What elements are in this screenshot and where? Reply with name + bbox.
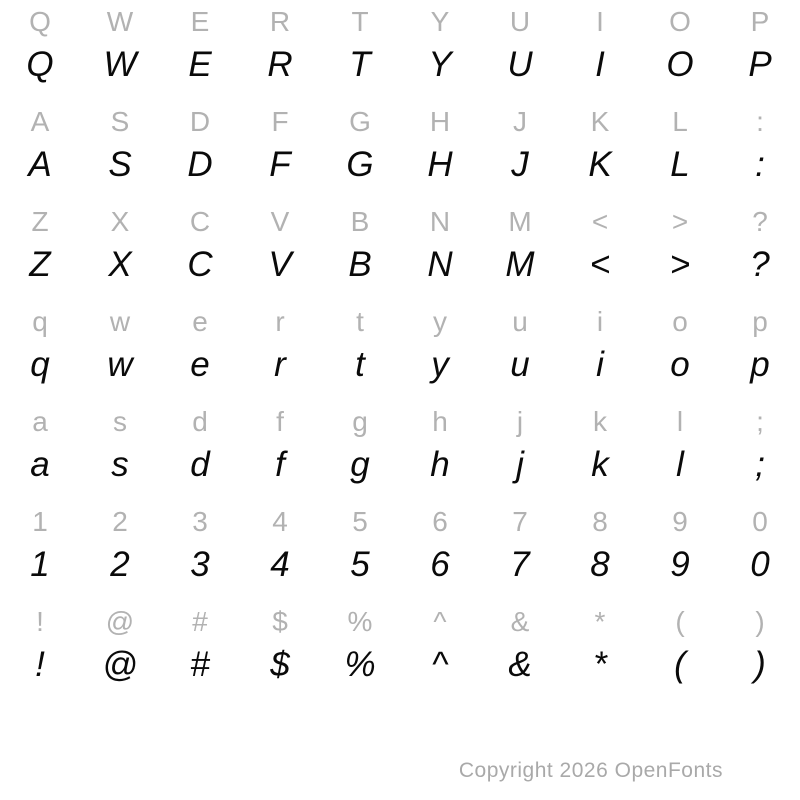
glyph-cell: B <box>350 206 370 237</box>
glyph-cell: L <box>670 145 690 184</box>
glyph-cell: W <box>103 45 137 84</box>
glyph-cell: t <box>355 345 365 384</box>
glyph-cell: T <box>351 6 369 37</box>
preview-glyph-row <box>0 240 800 290</box>
glyph-cell: 5 <box>352 506 368 537</box>
reference-glyph-row <box>0 102 800 142</box>
glyph-cell: ^ <box>433 606 447 637</box>
glyph-pair-row-1 <box>0 100 800 200</box>
glyph-pair-row-0 <box>0 0 800 100</box>
glyph-cell: Y <box>428 45 452 84</box>
glyph-pair-row-5 <box>0 500 800 600</box>
glyph-cell: M <box>508 206 532 237</box>
glyph-cell: ! <box>35 645 45 684</box>
glyph-cell: i <box>596 306 604 337</box>
glyph-cell: y <box>433 306 447 337</box>
glyph-cell: ; <box>756 406 764 437</box>
glyph-cell: r <box>274 345 286 384</box>
glyph-cell: r <box>275 306 285 337</box>
preview-glyph-row <box>0 440 800 490</box>
glyph-cell: y <box>431 345 449 384</box>
glyph-cell: 8 <box>592 506 608 537</box>
glyph-cell: Q <box>26 45 54 84</box>
glyph-cell: K <box>588 145 612 184</box>
glyph-cell: E <box>188 45 212 84</box>
glyph-cell: U <box>509 6 531 37</box>
glyph-cell: V <box>270 206 290 237</box>
glyph-cell: j <box>516 406 524 437</box>
glyph-cell: 4 <box>272 506 288 537</box>
glyph-cell: R <box>269 6 291 37</box>
glyph-cell: g <box>352 406 368 437</box>
glyph-cell: P <box>750 6 770 37</box>
glyph-cell: s <box>111 445 129 484</box>
glyph-cell: A <box>28 145 52 184</box>
reference-glyph-row <box>0 502 800 542</box>
glyph-cell: E <box>190 6 210 37</box>
glyph-cell: 2 <box>112 506 128 537</box>
glyph-cell: S <box>110 106 130 137</box>
glyph-cell: @ <box>102 645 138 684</box>
reference-glyph-row <box>0 302 800 342</box>
glyph-cell: l <box>676 406 684 437</box>
glyph-cell: M <box>505 245 535 284</box>
glyph-cell: $ <box>270 645 290 684</box>
glyph-cell: w <box>109 306 131 337</box>
glyph-cell: ( <box>674 645 686 684</box>
glyph-cell: # <box>190 645 210 684</box>
glyph-cell: w <box>107 345 133 384</box>
glyph-cell: L <box>672 106 688 137</box>
glyph-cell: 6 <box>432 506 448 537</box>
glyph-cell: S <box>108 145 132 184</box>
glyph-cell: & <box>510 606 530 637</box>
glyph-cell: e <box>190 345 210 384</box>
glyph-cell: F <box>271 106 289 137</box>
glyph-cell: * <box>594 606 606 637</box>
glyph-cell: T <box>349 45 371 84</box>
reference-glyph-row <box>0 2 800 42</box>
glyph-cell: ) <box>754 645 766 684</box>
glyph-cell: J <box>513 106 527 137</box>
glyph-cell: W <box>106 6 134 37</box>
glyph-cell: p <box>750 345 770 384</box>
glyph-cell: B <box>348 245 372 284</box>
glyph-cell: d <box>190 445 210 484</box>
glyph-cell: # <box>192 606 208 637</box>
glyph-pair-row-4 <box>0 400 800 500</box>
glyph-cell: D <box>189 106 211 137</box>
glyph-cell: h <box>432 406 448 437</box>
glyph-cell: : <box>756 106 764 137</box>
reference-glyph-row <box>0 402 800 442</box>
glyph-cell: % <box>344 645 376 684</box>
glyph-cell: $ <box>272 606 288 637</box>
glyph-cell: < <box>591 206 609 237</box>
glyph-cell: * <box>593 645 607 684</box>
glyph-cell: d <box>192 406 208 437</box>
glyph-cell: 1 <box>32 506 48 537</box>
glyph-cell: q <box>30 345 50 384</box>
glyph-cell: s <box>113 406 127 437</box>
glyph-cell: N <box>429 206 451 237</box>
glyph-pair-row-3 <box>0 300 800 400</box>
glyph-cell: C <box>189 206 211 237</box>
glyph-cell: f <box>276 406 284 437</box>
glyph-cell: J <box>511 145 529 184</box>
glyph-cell: 5 <box>350 545 370 584</box>
glyph-cell: C <box>187 245 213 284</box>
glyph-cell: ( <box>675 606 685 637</box>
glyph-cell: u <box>510 345 530 384</box>
glyph-cell: U <box>507 45 533 84</box>
glyph-cell: 0 <box>750 545 770 584</box>
glyph-cell: I <box>595 45 605 84</box>
glyph-cell: j <box>516 445 524 484</box>
glyph-cell: 9 <box>670 545 690 584</box>
glyph-cell: a <box>30 445 50 484</box>
glyph-cell: u <box>512 306 528 337</box>
glyph-cell: H <box>429 106 451 137</box>
glyph-pair-row-6 <box>0 600 800 700</box>
glyph-cell: V <box>268 245 292 284</box>
glyph-cell: < <box>589 245 611 284</box>
preview-glyph-row <box>0 140 800 190</box>
preview-glyph-row <box>0 340 800 390</box>
glyph-cell: : <box>755 145 765 184</box>
glyph-cell: H <box>427 145 453 184</box>
glyph-cell: N <box>427 245 453 284</box>
glyph-cell: 6 <box>430 545 450 584</box>
glyph-cell: X <box>110 206 130 237</box>
glyph-cell: g <box>350 445 370 484</box>
glyph-cell: e <box>192 306 208 337</box>
glyph-cell: 8 <box>590 545 610 584</box>
glyph-cell: q <box>32 306 48 337</box>
glyph-cell: Q <box>29 6 51 37</box>
glyph-cell: O <box>669 6 691 37</box>
glyph-cell: G <box>346 145 374 184</box>
glyph-cell: D <box>187 145 213 184</box>
glyph-cell: Z <box>29 245 51 284</box>
glyph-cell: 1 <box>30 545 50 584</box>
glyph-cell: F <box>269 145 291 184</box>
glyph-cell: K <box>590 106 610 137</box>
preview-glyph-row <box>0 40 800 90</box>
glyph-cell: ^ <box>431 645 449 684</box>
glyph-cell: I <box>596 6 604 37</box>
glyph-cell: 3 <box>192 506 208 537</box>
preview-glyph-row <box>0 540 800 590</box>
glyph-cell: 2 <box>110 545 130 584</box>
copyright-text: Copyright 2026 OpenFonts <box>458 759 723 782</box>
glyph-cell: ; <box>755 445 765 484</box>
glyph-cell: R <box>267 45 293 84</box>
glyph-cell: t <box>356 306 364 337</box>
glyph-cell: p <box>752 306 768 337</box>
glyph-cell: 4 <box>270 545 290 584</box>
reference-glyph-row <box>0 602 800 642</box>
glyph-cell: & <box>508 645 532 684</box>
glyph-cell: h <box>430 445 450 484</box>
glyph-cell: k <box>593 406 607 437</box>
glyph-cell: 7 <box>512 506 528 537</box>
glyph-cell: 0 <box>752 506 768 537</box>
glyph-cell: ? <box>750 245 770 284</box>
glyph-cell: 9 <box>672 506 688 537</box>
glyph-cell: O <box>666 45 694 84</box>
glyph-cell: 7 <box>510 545 530 584</box>
preview-glyph-row <box>0 640 800 690</box>
glyph-cell: 3 <box>190 545 210 584</box>
reference-glyph-row <box>0 202 800 242</box>
glyph-cell: Z <box>31 206 49 237</box>
glyph-cell: > <box>671 206 689 237</box>
glyph-cell: A <box>30 106 50 137</box>
glyph-cell: o <box>670 345 690 384</box>
glyph-cell: k <box>591 445 609 484</box>
glyph-cell: % <box>347 606 373 637</box>
glyph-cell: ? <box>752 206 768 237</box>
glyph-cell: @ <box>105 606 135 637</box>
glyph-cell: i <box>596 345 604 384</box>
glyph-cell: G <box>349 106 371 137</box>
glyph-cell: > <box>669 245 691 284</box>
glyph-cell: f <box>275 445 285 484</box>
glyph-cell: ) <box>755 606 765 637</box>
glyph-pair-row-2 <box>0 200 800 300</box>
glyph-cell: ! <box>36 606 44 637</box>
glyph-cell: P <box>748 45 772 84</box>
glyph-cell: o <box>672 306 688 337</box>
glyph-cell: a <box>32 406 48 437</box>
glyph-cell: Y <box>430 6 450 37</box>
glyph-cell: X <box>108 245 132 284</box>
glyph-cell: l <box>676 445 684 484</box>
